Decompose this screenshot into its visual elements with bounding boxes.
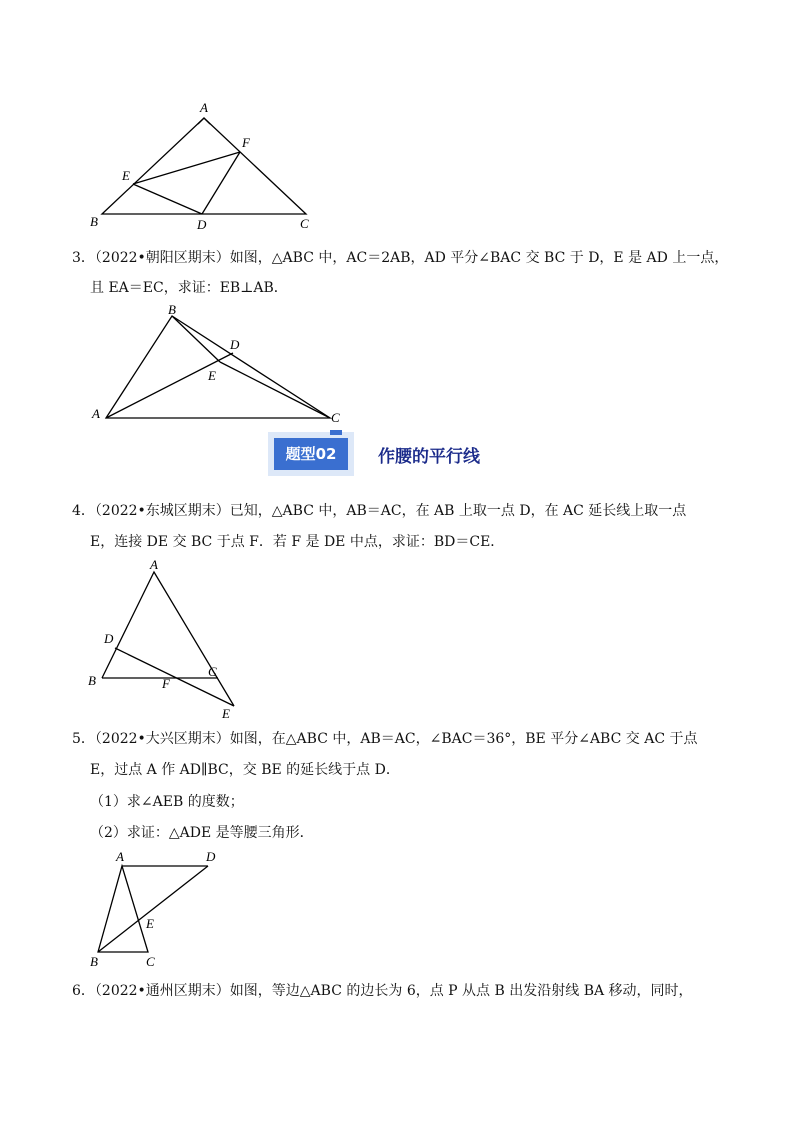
- label-c: C: [331, 410, 340, 425]
- label-d: D: [104, 631, 114, 646]
- figure-triangle-abc-right-angle: [80, 96, 330, 236]
- question-3-line-2: 且 EA＝EC，求证：EB⊥AB．: [90, 280, 288, 296]
- label-b: B: [90, 214, 98, 229]
- segment-be: [172, 316, 220, 362]
- triangle-abc: [106, 316, 330, 418]
- question-5-line-2: E，过点 A 作 AD∥BC，交 BE 的延长线于点 D．: [90, 762, 400, 778]
- question-4-line-1: 4．（2022•东城区期末）已知，△ABC 中，AB＝AC，在 AB 上取一点 D，在 AC 延长线上取一点: [72, 503, 687, 519]
- label-a: A: [150, 557, 158, 572]
- figure-question-4: [84, 556, 254, 726]
- label-c: C: [146, 954, 155, 969]
- segment-ec: [220, 362, 330, 418]
- label-a: A: [116, 849, 124, 864]
- label-c: C: [300, 216, 309, 231]
- question-3-line-1: 3．（2022•朝阳区期末）如图，△ABC 中，AC＝2AB，AD 平分∠BAC 交 BC 于 D，E 是 AD 上一点，: [72, 250, 729, 266]
- question-5-sub-2: （2）求证：△ADE 是等腰三角形．: [90, 825, 314, 841]
- right-angle-mark: [198, 118, 210, 124]
- question-6-line-1: 6．（2022•通州区期末）如图，等边△ABC 的边长为 6，点 P 从点 B 出发沿射线 BA 移动，同时，: [72, 983, 693, 999]
- segment-ad: [106, 353, 233, 418]
- label-f: F: [242, 135, 250, 150]
- triangle-abc: [98, 866, 148, 952]
- label-b: B: [168, 302, 176, 317]
- label-e: E: [146, 916, 154, 931]
- label-e: E: [222, 706, 230, 721]
- figure-question-5: [84, 848, 234, 973]
- question-5-sub-1: （1）求∠AEB 的度数；: [90, 794, 244, 810]
- section-title: 作腰的平行线: [378, 447, 480, 467]
- question-4-line-2: E，连接 DE 交 BC 于点 F．若 F 是 DE 中点，求证：BD＝CE．: [90, 534, 505, 550]
- label-e: E: [122, 168, 130, 183]
- label-c: C: [208, 664, 217, 679]
- label-a: A: [200, 100, 208, 115]
- label-e: E: [208, 368, 216, 383]
- label-b: B: [88, 673, 96, 688]
- label-d: D: [206, 849, 216, 864]
- figure-question-3: [88, 302, 358, 432]
- segment-ed: [133, 184, 202, 214]
- label-d: D: [197, 217, 207, 232]
- section-badge: [268, 432, 354, 476]
- label-d: D: [230, 337, 240, 352]
- section-banner: [268, 432, 530, 476]
- segment-bd: [98, 866, 208, 952]
- label-a: A: [92, 406, 100, 421]
- label-f: F: [162, 676, 170, 691]
- label-b: B: [90, 954, 98, 969]
- section-badge-label: 题型02: [274, 438, 348, 470]
- triangle-abc: [102, 118, 306, 214]
- question-5-line-1: 5．（2022•大兴区期末）如图，在△ABC 中，AB＝AC，∠BAC＝36°，BE 平分∠ABC 交 AC 于点: [72, 731, 698, 747]
